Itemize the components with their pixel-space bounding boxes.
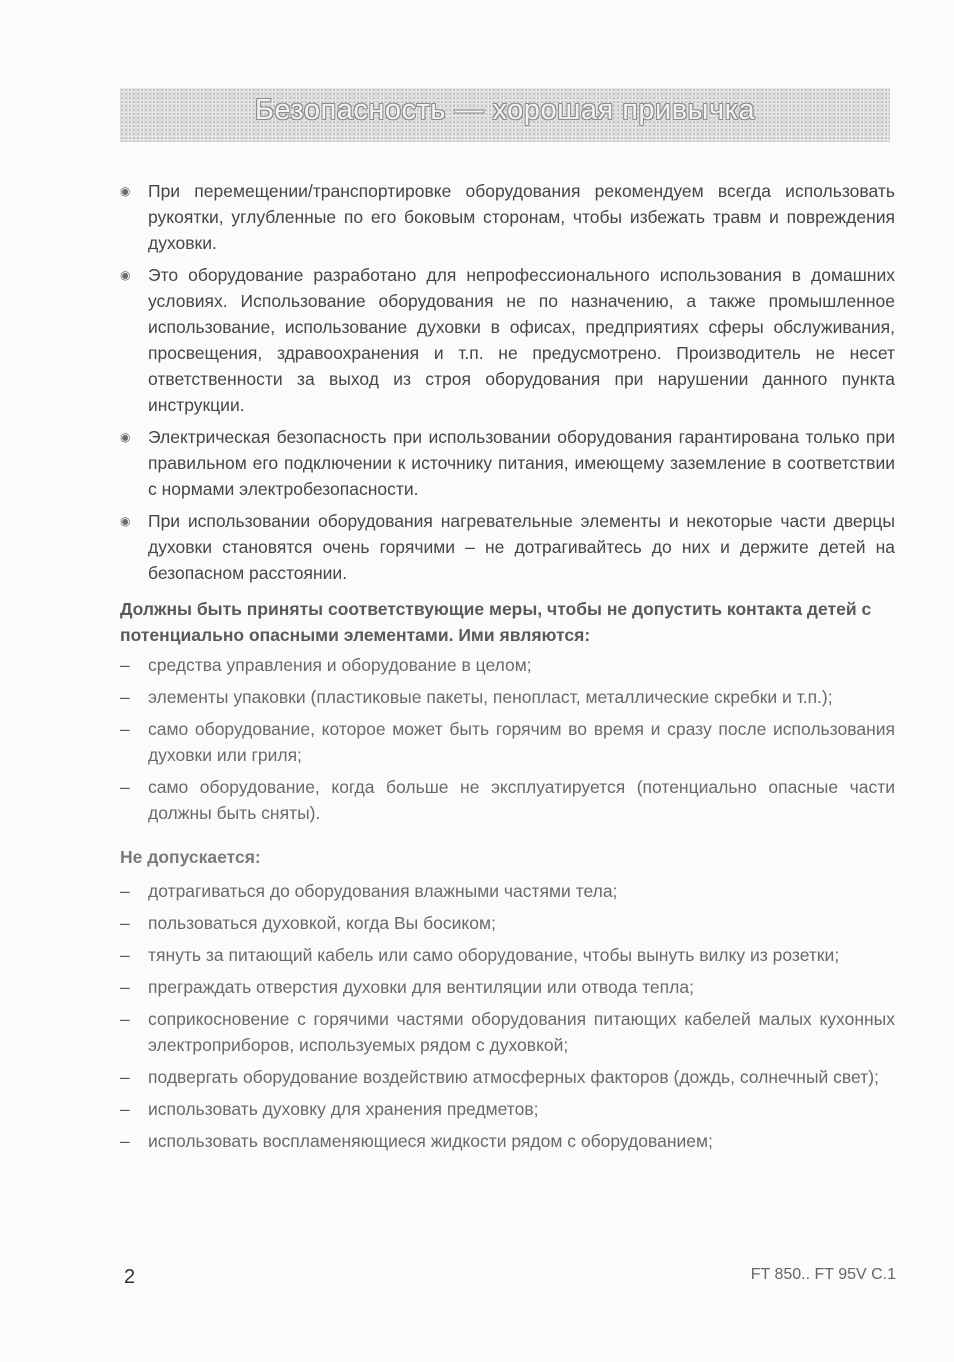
- dash-marker: –: [120, 777, 130, 797]
- list-item: ◉ Электрическая безопасность при использовании оборудования гарантирована только при правильном его подключении к источнику питания, имеющему заземление в соответствии с нормами электробезопасности.: [120, 424, 895, 502]
- dash-marker: –: [120, 1009, 130, 1029]
- list-item: – пользоваться духовкой, когда Вы босиком;: [120, 910, 895, 936]
- children-hazard-list: [120, 652, 895, 826]
- dash-marker: –: [120, 655, 130, 675]
- page-number: 2: [124, 1266, 136, 1288]
- list-item: – использовать воспламеняющиеся жидкости рядом с оборудованием;: [120, 1128, 895, 1154]
- list-item: – подвергать оборудование воздействию атмосферных факторов (дождь, солнечный свет);: [120, 1064, 895, 1090]
- safety-bullet-list: [120, 178, 895, 586]
- dash-marker: –: [120, 687, 130, 707]
- list-item: ◉ При использовании оборудования нагревательные элементы и некоторые части дверцы духовки становятся очень горячими – не дотрагивайтесь до них и держите детей на безопасном расстоянии.: [120, 508, 895, 586]
- list-item: – тянуть за питающий кабель или само оборудование, чтобы вынуть вилку из розетки;: [120, 942, 895, 968]
- list-item: – дотрагиваться до оборудования влажными частями тела;: [120, 878, 895, 904]
- list-item: ◉ При перемещении/транспортировке оборудования рекомендуем всегда использовать рукоятки, углубленные по его боковым сторонам, чтобы избежать травм и повреждения духовки.: [120, 178, 895, 256]
- list-item: – элементы упаковки (пластиковые пакеты, пенопласт, металлические скребки и т.п.);: [120, 684, 895, 710]
- page-title: Безопасность — хорошая привычка: [254, 94, 756, 126]
- list-item: – само оборудование, которое может быть горячим во время и сразу после использования духовки или гриля;: [120, 716, 895, 768]
- dash-marker: –: [120, 1067, 130, 1087]
- section-title-bar: [120, 88, 890, 142]
- list-item: ◉ Это оборудование разработано для непрофессионального использования в домашних условиях. Использование оборудования не по назначению, а также промышленное использование, использование духовки в офисах, предприятиях сферы обслуживания, просвещения, здравоохранения и т.п. не предусмотрено. Производитель не несет ответственности за выход из строя оборудования при нарушении данного пункта инструкции.: [120, 262, 895, 418]
- list-item: – преграждать отверстия духовки для вентиляции или отвода тепла;: [120, 974, 895, 1000]
- bullet-icon: ◉: [120, 184, 131, 198]
- list-item: – использовать духовку для хранения предметов;: [120, 1096, 895, 1122]
- dash-marker: –: [120, 945, 130, 965]
- dash-marker: –: [120, 881, 130, 901]
- list-item: – соприкосновение с горячими частями оборудования питающих кабелей малых кухонных электроприборов, используемых рядом с духовкой;: [120, 1006, 895, 1058]
- prohibited-intro: Не допускается:: [120, 847, 261, 867]
- model-code: FT 850.. FT 95V C.1: [750, 1266, 896, 1283]
- prohibited-list: [120, 878, 895, 1154]
- document-body: [120, 178, 895, 1160]
- bullet-icon: ◉: [120, 430, 131, 444]
- list-item: – само оборудование, когда больше не эксплуатируется (потенциально опасные части должны быть сняты).: [120, 774, 895, 826]
- bullet-icon: ◉: [120, 268, 131, 282]
- list-item: – средства управления и оборудование в целом;: [120, 652, 895, 678]
- dash-marker: –: [120, 977, 130, 997]
- bullet-icon: ◉: [120, 514, 131, 528]
- dash-marker: –: [120, 719, 130, 739]
- dash-marker: –: [120, 913, 130, 933]
- dash-marker: –: [120, 1099, 130, 1119]
- children-safety-intro: Должны быть приняты соответствующие меры, чтобы не допустить контакта детей с потенциально опасными элементами. Ими являются:: [120, 599, 872, 645]
- dash-marker: –: [120, 1131, 130, 1151]
